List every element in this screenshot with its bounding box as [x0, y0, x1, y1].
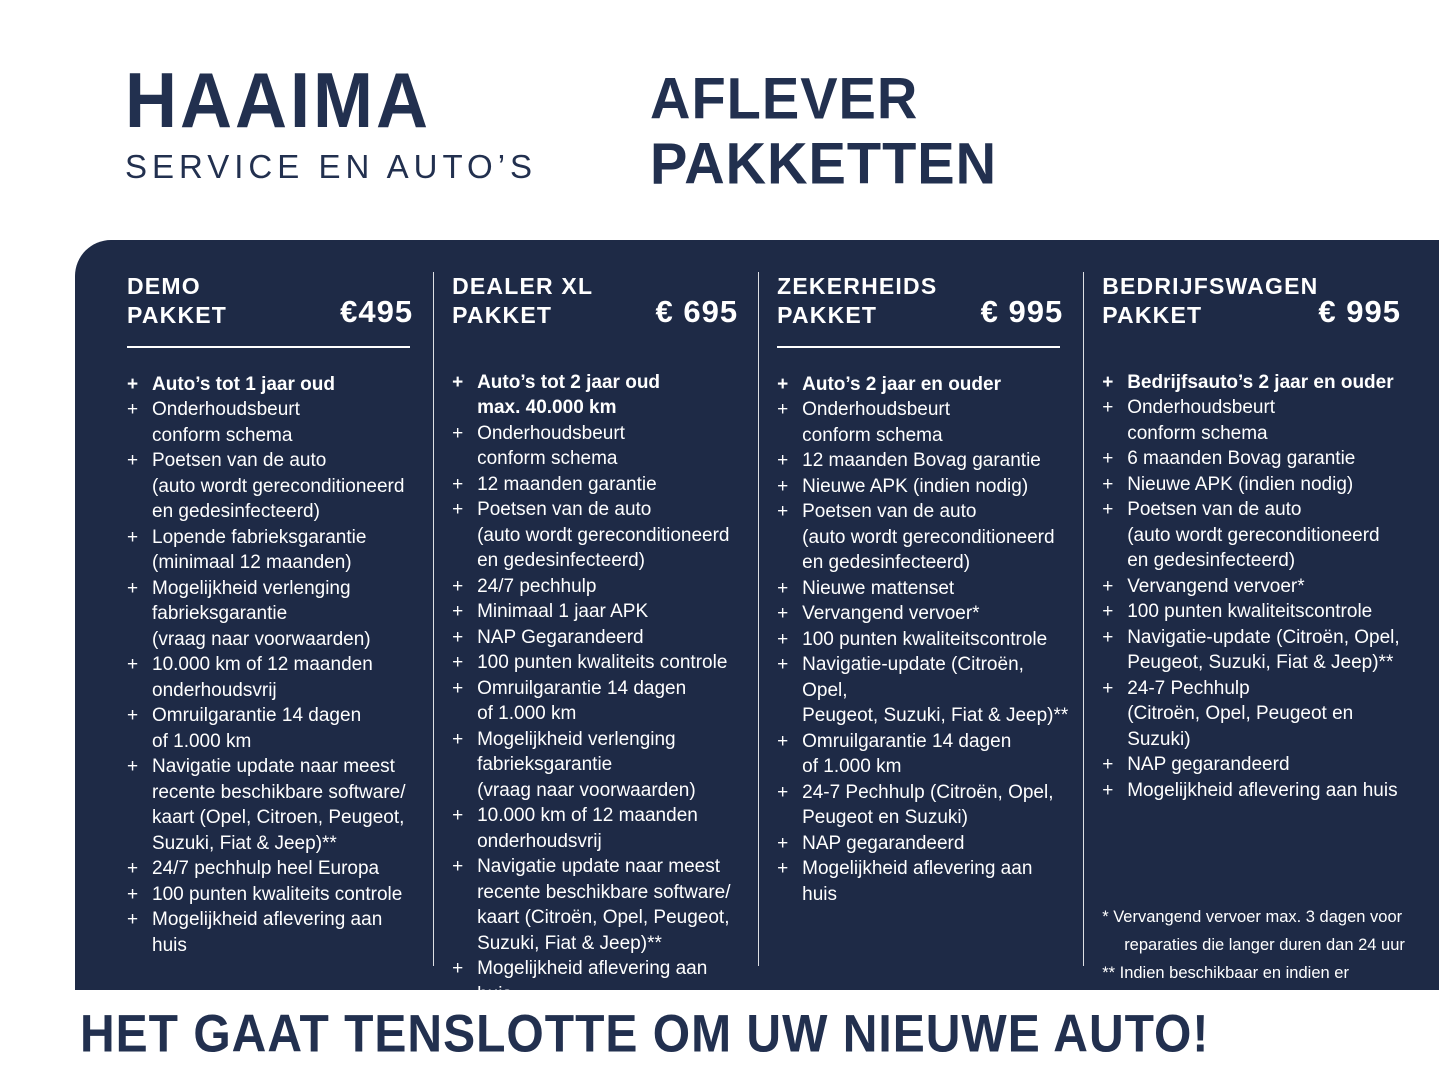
package-header: [127, 272, 419, 330]
plus-icon: +: [127, 450, 139, 471]
plus-icon: +: [1102, 371, 1114, 393]
plus-icon: +: [127, 399, 139, 420]
plus-icon: +: [452, 958, 464, 979]
feature-text: [802, 831, 1069, 857]
feature-line: Nieuwe mattenset: [802, 577, 955, 599]
package-title-line: PAKKET: [777, 301, 878, 328]
feature-text: [802, 397, 1069, 448]
footnotes: [1102, 903, 1407, 1015]
feature-line: fabrieksgarantie: [477, 754, 613, 775]
plus-icon: +: [452, 575, 464, 597]
footer-tagline: HET GAAT TENSLOTTE OM UW NIEUWE AUTO!: [80, 1005, 1210, 1064]
feature-text: [802, 601, 1069, 627]
plus-icon: +: [777, 475, 789, 497]
plus-icon: +: [452, 652, 464, 673]
package-price: €495: [340, 293, 414, 329]
feature-line: recente beschikbare software/: [477, 881, 731, 903]
feature-text: [477, 625, 744, 651]
feature-text: [802, 474, 1069, 500]
feature-line: Minimaal 1 jaar APK: [477, 601, 649, 622]
page-title: [650, 66, 997, 195]
feature-text: [802, 448, 1069, 474]
feature-line: (vraag naar voorwaarden): [477, 779, 696, 801]
package-title-line: ZEKERHEIDS: [777, 273, 938, 299]
feature-line: Suzuki, Fiat & Jeep)**: [477, 932, 662, 954]
plus-icon: +: [1102, 754, 1114, 775]
package-feature-item: [452, 497, 744, 574]
package-feature-item: [777, 499, 1069, 576]
header-divider: [127, 346, 410, 348]
feature-text: [152, 856, 419, 882]
package-feature-item: [452, 421, 744, 472]
package-feature-item: [127, 372, 419, 398]
plus-icon: +: [777, 399, 789, 420]
package-feature-item: [452, 676, 744, 727]
feature-line: Peugeot en Suzuki): [802, 807, 968, 828]
package-feature-item: [1102, 676, 1407, 753]
feature-line: 10.000 km of 12 maanden: [152, 654, 373, 675]
feature-text: [802, 576, 1069, 602]
feature-text: [802, 652, 1069, 729]
feature-line: kaart (Citroën, Opel, Peugeot,: [477, 907, 730, 928]
feature-text: [152, 652, 419, 703]
package-feature-item: [127, 754, 419, 856]
feature-line: conform schema: [477, 448, 618, 469]
plus-icon: +: [127, 883, 139, 905]
package-column-2: [433, 272, 758, 1005]
package-title-line: DEALER XL: [452, 273, 594, 299]
feature-line: 100 punten kwaliteits controle: [477, 652, 728, 673]
feature-line: Auto’s tot 1 jaar oud: [152, 373, 335, 395]
feature-line: Poetsen van de auto: [1127, 499, 1302, 520]
package-feature-item: [1102, 599, 1407, 625]
feature-line: en gedesinfecteerd): [1127, 550, 1296, 571]
package-feature-item: [777, 652, 1069, 729]
plus-icon: +: [452, 601, 464, 622]
feature-line: Navigatie update naar meest: [477, 856, 720, 877]
feature-text: [477, 956, 744, 1007]
feature-line: (auto wordt gereconditioneerd: [1127, 524, 1380, 546]
feature-text: [152, 448, 419, 525]
feature-line: Mogelijkheid verlenging: [477, 728, 676, 750]
package-feature-item: [1102, 778, 1407, 804]
package-feature-item: [127, 397, 419, 448]
plus-icon: +: [452, 499, 464, 520]
feature-line: 24/7 pechhulp heel Europa: [152, 858, 380, 879]
plus-icon: +: [1102, 448, 1114, 469]
feature-line: Nieuwe APK (indien nodig): [802, 475, 1029, 497]
package-title-line: PAKKET: [127, 301, 228, 328]
feature-line: 24-7 Pechhulp: [1127, 677, 1250, 699]
feature-line: of 1.000 km: [477, 703, 577, 724]
feature-text: [477, 676, 744, 727]
feature-line: Suzuki, Fiat & Jeep)**: [152, 832, 337, 854]
feature-line: Onderhoudsbeurt: [802, 399, 951, 420]
plus-icon: +: [777, 373, 789, 395]
feature-text: [1127, 497, 1407, 574]
package-header: [452, 272, 744, 330]
plus-icon: +: [1102, 473, 1114, 495]
feature-line: Mogelijkheid aflevering aan huis: [802, 858, 1033, 905]
package-feature-item: [127, 907, 419, 958]
plus-icon: +: [1102, 626, 1114, 648]
package-feature-item: [1102, 752, 1407, 778]
package-feature-item: [777, 729, 1069, 780]
package-feature-item: [452, 854, 744, 956]
page-title-line2: PAKKETTEN: [650, 129, 998, 196]
feature-line: en gedesinfecteerd): [477, 550, 646, 571]
feature-text: [1127, 446, 1407, 472]
feature-text: [152, 397, 419, 448]
feature-line: NAP gegarandeerd: [1127, 754, 1290, 775]
feature-line: Vervangend vervoer*: [1127, 575, 1305, 597]
feature-line: conform schema: [802, 424, 943, 446]
plus-icon: +: [127, 858, 139, 879]
feature-line: Vervangend vervoer*: [802, 603, 980, 624]
package-column-4: [1083, 272, 1421, 1010]
feature-line: (Citroën, Opel, Peugeot en Suzuki): [1127, 703, 1354, 750]
feature-line: Mogelijkheid aflevering aan huis: [477, 958, 708, 1005]
feature-line: Navigatie-update (Citroën, Opel,: [1127, 626, 1400, 648]
package-feature-item: [452, 803, 744, 854]
footnote-line: * Vervangend vervoer max. 3 dagen voor: [1102, 908, 1403, 926]
package-feature-item: [777, 831, 1069, 857]
plus-icon: +: [777, 450, 789, 471]
feature-text: [152, 576, 419, 653]
package-feature-item: [777, 448, 1069, 474]
feature-line: Onderhoudsbeurt: [152, 399, 300, 420]
plus-icon: +: [777, 832, 789, 854]
plus-icon: +: [1102, 499, 1114, 520]
package-header: [1102, 272, 1407, 330]
feature-text: [152, 882, 419, 908]
feature-text: [802, 780, 1069, 831]
feature-line: conform schema: [152, 424, 293, 446]
feature-line: Omruilgarantie 14 dagen: [152, 705, 362, 726]
feature-line: 10.000 km of 12 maanden: [477, 805, 698, 826]
feature-line: 100 punten kwaliteitscontrole: [802, 628, 1048, 650]
feature-line: Lopende fabrieksgarantie: [152, 526, 367, 548]
feature-line: Navigatie update naar meest: [152, 756, 395, 777]
package-feature-item: [127, 882, 419, 908]
plus-icon: +: [127, 373, 139, 395]
feature-line: kaart (Opel, Citroen, Peugeot,: [152, 807, 405, 828]
package-column-1: [127, 272, 433, 966]
feature-line: 12 maanden Bovag garantie: [802, 450, 1041, 471]
feature-line: conform schema: [1127, 422, 1268, 444]
package-title: [1102, 272, 1318, 330]
package-title: [777, 272, 937, 330]
footnote-line: navigatie in de auto zit.: [1124, 992, 1293, 1010]
feature-line: NAP gegarandeerd: [802, 832, 965, 854]
feature-text: [477, 803, 744, 854]
package-feature-item: [1102, 446, 1407, 472]
feature-line: (auto wordt gereconditioneerd: [477, 524, 730, 546]
feature-text: [152, 907, 419, 958]
package-title-line: DEMO: [127, 273, 201, 299]
feature-text: [802, 856, 1069, 907]
feature-line: onderhoudsvrij: [152, 679, 277, 701]
feature-text: [477, 370, 744, 421]
package-feature-item: [1102, 472, 1407, 498]
plus-icon: +: [452, 856, 464, 877]
feature-text: [477, 472, 744, 498]
package-feature-item: [1102, 370, 1407, 396]
feature-line: Onderhoudsbeurt: [477, 422, 625, 444]
plus-icon: +: [777, 577, 789, 599]
feature-line: 24-7 Pechhulp (Citroën, Opel,: [802, 781, 1054, 803]
package-title: [452, 272, 593, 330]
package-feature-item: [452, 472, 744, 498]
package-feature-item: [452, 599, 744, 625]
feature-line: 24/7 pechhulp: [477, 575, 597, 597]
feature-line: (minimaal 12 maanden): [152, 552, 352, 573]
feature-line: (auto wordt gereconditioneerd: [152, 475, 405, 497]
feature-line: NAP Gegarandeerd: [477, 626, 644, 648]
plus-icon: +: [1102, 677, 1114, 699]
feature-text: [477, 650, 744, 676]
feature-line: Navigatie-update (Citroën, Opel,: [802, 654, 1024, 701]
plus-icon: +: [127, 756, 139, 777]
feature-line: Mogelijkheid aflevering aan huis: [1127, 779, 1398, 801]
feature-text: [477, 599, 744, 625]
plus-icon: +: [1102, 601, 1114, 622]
plus-icon: +: [1102, 779, 1114, 801]
feature-text: [477, 421, 744, 472]
package-feature-item: [452, 625, 744, 651]
plus-icon: +: [452, 473, 464, 495]
package-feature-item: [777, 780, 1069, 831]
plus-icon: +: [452, 805, 464, 826]
feature-line: Poetsen van de auto: [477, 499, 652, 520]
plus-icon: +: [777, 781, 789, 803]
feature-line: en gedesinfecteerd): [152, 501, 320, 522]
brand-tagline: SERVICE EN AUTO’S: [125, 148, 538, 185]
feature-text: [1127, 472, 1407, 498]
package-header: [777, 272, 1069, 330]
feature-text: [477, 574, 744, 600]
feature-line: Auto’s 2 jaar en ouder: [802, 373, 1001, 395]
feature-line: Auto’s tot 2 jaar oud: [477, 371, 661, 393]
plus-icon: +: [452, 422, 464, 444]
feature-line: Mogelijkheid verlenging: [152, 577, 351, 599]
package-feature-item: [452, 727, 744, 804]
feature-text: [1127, 395, 1407, 446]
package-price: € 995: [980, 293, 1064, 329]
plus-icon: +: [127, 654, 139, 675]
package-title-line: BEDRIJFSWAGEN: [1102, 273, 1319, 299]
plus-icon: +: [777, 628, 789, 650]
feature-line: max. 40.000 km: [477, 397, 617, 418]
feature-line: Peugeot, Suzuki, Fiat & Jeep)**: [802, 705, 1069, 726]
feature-line: Onderhoudsbeurt: [1127, 397, 1276, 418]
feature-line: fabrieksgarantie: [152, 603, 288, 624]
package-feature-item: [452, 956, 744, 1007]
package-feature-item: [127, 856, 419, 882]
feature-text: [802, 729, 1069, 780]
package-feature-item: [1102, 574, 1407, 600]
package-feature-item: [777, 576, 1069, 602]
feature-text: [477, 854, 744, 956]
feature-text: [1127, 676, 1407, 753]
package-feature-item: [777, 474, 1069, 500]
feature-line: Omruilgarantie 14 dagen: [802, 730, 1012, 752]
package-feature-item: [127, 652, 419, 703]
plus-icon: +: [452, 371, 464, 393]
plus-icon: +: [452, 728, 464, 750]
package-feature-item: [452, 574, 744, 600]
package-feature-item: [777, 601, 1069, 627]
feature-text: [152, 703, 419, 754]
plus-icon: +: [777, 603, 789, 624]
feature-line: 6 maanden Bovag garantie: [1127, 448, 1356, 469]
plus-icon: +: [127, 705, 139, 726]
feature-line: (vraag naar voorwaarden): [152, 628, 371, 650]
feature-text: [1127, 574, 1407, 600]
package-feature-item: [127, 525, 419, 576]
footnote-line: reparaties die langer duren dan 24 uur: [1124, 936, 1405, 954]
feature-line: Poetsen van de auto: [152, 450, 327, 471]
package-feature-item: [1102, 625, 1407, 676]
package-feature-item: [452, 370, 744, 421]
plus-icon: +: [1102, 397, 1114, 418]
feature-text: [1127, 370, 1407, 396]
feature-line: Poetsen van de auto: [802, 501, 977, 522]
plus-icon: +: [777, 501, 789, 522]
package-feature-item: [1102, 497, 1407, 574]
package-title-line: PAKKET: [1102, 301, 1203, 328]
feature-text: [152, 525, 419, 576]
package-title-line: PAKKET: [452, 301, 553, 328]
feature-line: Mogelijkheid aflevering aan huis: [152, 909, 383, 956]
feature-line: Bedrijfsauto’s 2 jaar en ouder: [1127, 371, 1394, 393]
package-feature-item: [777, 397, 1069, 448]
package-feature-item: [777, 856, 1069, 907]
feature-line: Peugeot, Suzuki, Fiat & Jeep)**: [1127, 652, 1394, 673]
feature-line: 100 punten kwaliteitscontrole: [1127, 601, 1373, 622]
feature-text: [1127, 752, 1407, 778]
plus-icon: +: [127, 577, 139, 599]
page-title-line1: AFLEVER: [650, 64, 919, 132]
package-feature-item: [127, 576, 419, 653]
package-price: € 995: [1318, 293, 1401, 329]
plus-icon: +: [1102, 575, 1114, 597]
plus-icon: +: [777, 858, 789, 879]
package-price: € 695: [655, 293, 739, 329]
feature-text: [1127, 625, 1407, 676]
footnote-line: ** Indien beschikbaar en indien er: [1102, 964, 1349, 982]
feature-line: Nieuwe APK (indien nodig): [1127, 473, 1354, 495]
brand-logo: [125, 57, 538, 186]
feature-text: [802, 372, 1069, 398]
feature-text: [1127, 599, 1407, 625]
brand-name: HAAIMA: [125, 57, 431, 145]
feature-text: [477, 497, 744, 574]
package-column-3: [758, 272, 1083, 966]
plus-icon: +: [452, 677, 464, 699]
feature-line: of 1.000 km: [802, 756, 902, 777]
header-divider: [777, 346, 1060, 348]
package-feature-item: [1102, 395, 1407, 446]
feature-line: recente beschikbare software/: [152, 781, 406, 803]
feature-text: [802, 499, 1069, 576]
package-title: [127, 272, 227, 330]
package-feature-item: [127, 703, 419, 754]
plus-icon: +: [452, 626, 464, 648]
feature-line: Omruilgarantie 14 dagen: [477, 677, 687, 699]
package-feature-item: [452, 650, 744, 676]
feature-text: [1127, 778, 1407, 804]
feature-text: [477, 727, 744, 804]
package-feature-item: [777, 372, 1069, 398]
feature-line: onderhoudsvrij: [477, 830, 602, 852]
feature-text: [152, 754, 419, 856]
package-feature-item: [777, 627, 1069, 653]
packages-panel: [75, 240, 1439, 1010]
feature-text: [152, 372, 419, 398]
feature-line: 12 maanden garantie: [477, 473, 657, 495]
feature-line: of 1.000 km: [152, 730, 252, 752]
plus-icon: +: [127, 909, 139, 930]
feature-text: [802, 627, 1069, 653]
plus-icon: +: [777, 730, 789, 752]
package-feature-item: [127, 448, 419, 525]
feature-line: en gedesinfecteerd): [802, 552, 971, 573]
feature-line: (auto wordt gereconditioneerd: [802, 526, 1055, 548]
feature-line: 100 punten kwaliteits controle: [152, 883, 403, 905]
plus-icon: +: [127, 526, 139, 548]
plus-icon: +: [777, 654, 789, 675]
